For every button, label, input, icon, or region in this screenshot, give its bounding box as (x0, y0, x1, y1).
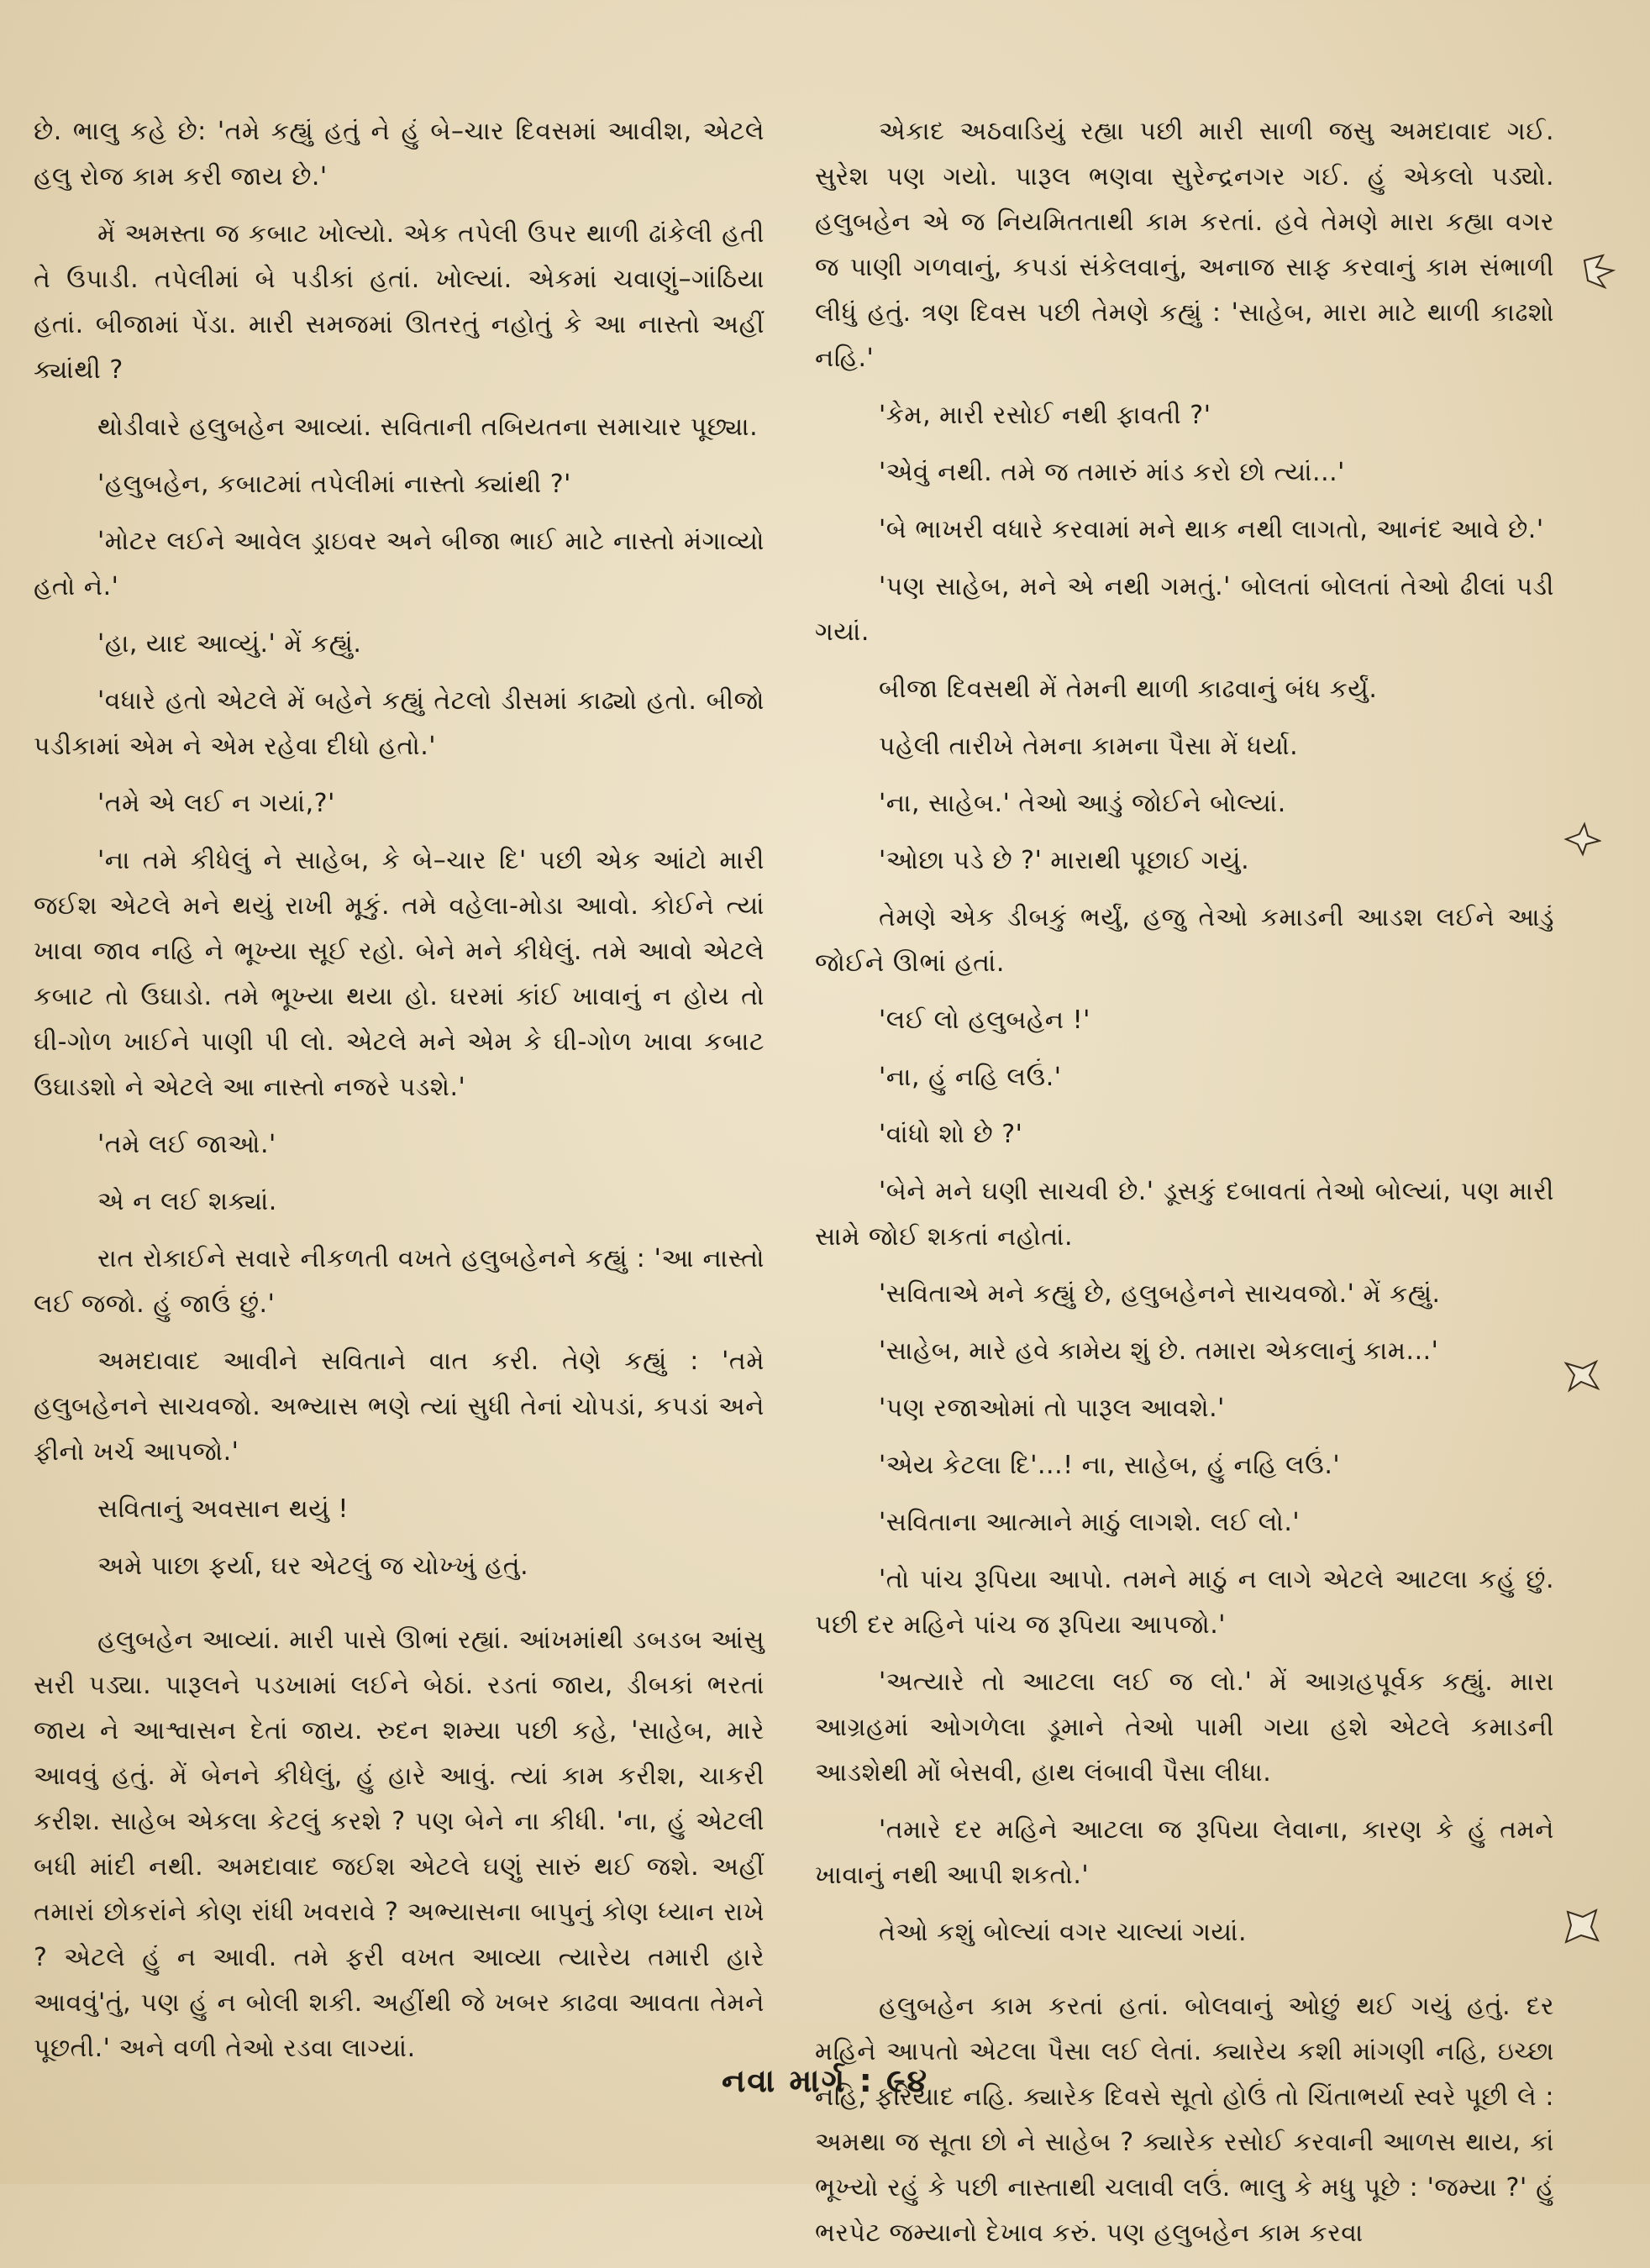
left-column (34, 109, 765, 2083)
paragraph: 'તમે એ લઈ ન ગયાં,?' (97, 789, 335, 818)
paragraph: હલુબહેન આવ્યાં. મારી પાસે ઊભાં રહ્યાં. આંખમાંથી ડબડબ આંસુ સરી પડ્યા. પારૂલને પડખામાં લઈને બેઠાં. રડતાં જાય, ડીબકાં ભરતાં જાય ને આશ્વાસન દેતાં જાય. રુદન શમ્યા પછી કહે, 'સાહેબ, મારે આવવું હતું. મેં બેનને કીધેલું, હું હારે આવું. ત્યાં કામ કરીશ, ચાકરી કરીશ. સાહેબ એકલા કેટલું કરશે ? પણ બેને ના કીધી. 'ના, હું એટલી બધી માંદી નથી. અમદાવાદ જઈશ એટલે ઘણું સારું થઈ જશે. અહીં તમારાં છોકરાંને કોણ રાંધી ખવરાવે ? અભ્યાસના બાપુનું કોણ ધ્યાન રાખે ? એટલે હું ન આવી. તમે ફરી વખત આવ્યા ત્યારેય તમારી હારે આવવું'તું, પણ હું ન બોલી શકી. અહીંથી જે ખબર કાઢવા આવતા તેમને પૂછતી.' અને વળી તેઓ રડવા લાગ્યાં. (34, 1625, 765, 2063)
paper-tear-mark (1579, 252, 1618, 291)
paragraph: 'કેમ, મારી રસોઈ નથી ફાવતી ?' (879, 401, 1211, 430)
paper-tear-mark (1563, 1357, 1601, 1395)
paragraph: 'ના તમે કીધેલું ને સાહેબ, કે બે–ચાર દિ' પછી એક આંટો મારી જઈશ એટલે મને થયું રાખી મૂકું. તમે વહેલા-મોડા આવો. કોઈને ત્યાં ખાવા જાવ નહિ ને ભૂખ્યા સૂઈ રહો. બેને મને કીધેલું. તમે આવો એટલે કબાટ તો ઉઘાડો. તમે ભૂખ્યા થયા હો. ઘરમાં કાંઈ ખાવાનું ન હોય તો ઘી-ગોળ ખાઈને પાણી પી લો. એટલે મને એમ કે ઘી-ગોળ ખાવા કબાટ ઉઘાડશો ને એટલે આ નાસ્તો નજરે પડશે.' (34, 846, 765, 1102)
paragraph: 'સાહેબ, મારે હવે કામેય શું છે. તમારા એકલાનું કામ...' (879, 1336, 1439, 1366)
paragraph: 'તો પાંચ રૂપિયા આપો. તમને માઠું ન લાગે એટલે આટલા કહું છું. પછી દર મહિને પાંચ જ રૂપિયા આપજો.' (815, 1565, 1554, 1640)
paragraph: અમદાવાદ આવીને સવિતાને વાત કરી. તેણે કહ્યું : 'તમે હલુબહેનને સાચવજો. અભ્યાસ ભણે ત્યાં સુધી તેનાં ચોપડાં, કપડાં અને ફીનો ખર્ચ આપજો.' (34, 1347, 765, 1467)
paragraph: પહેલી તારીખે તેમના કામના પૈસા મેં ધર્યા. (879, 732, 1299, 761)
page-footer: નવા માર્ગ : ૯૪ (721, 2062, 929, 2099)
paragraph: સવિતાનું અવસાન થયું ! (97, 1494, 349, 1524)
paragraph: 'પણ સાહેબ, મને એ નથી ગમતું.' બોલતાં બોલતાં તેઓ ઢીલાં પડી ગયાં. (815, 572, 1554, 647)
paragraph: અમે પાછા ફર્યા, ઘર એટલું જ ચોખ્ખું હતું. (97, 1551, 529, 1581)
paragraph: 'એવું નથી. તમે જ તમારું માંડ કરો છો ત્યાં...' (879, 458, 1345, 487)
paragraph: એ ન લઈ શક્યાં. (97, 1187, 277, 1216)
paragraph: 'અત્યારે તો આટલા લઈ જ લો.' મેં આગ્રહપૂર્વક કહ્યું. મારા આગ્રહમાં ઓગળેલા ડૂમાને તેઓ પામી ગયા હશે એટલે કમાડની આડશેથી મોં બેસવી, હાથ લંબાવી પૈસા લીધા. (815, 1667, 1554, 1788)
paragraph: મેં અમસ્તા જ કબાટ ખોલ્યો. એક તપેલી ઉપર થાળી ઢાંકેલી હતી તે ઉપાડી. તપેલીમાં બે પડીકાં હતાં. ખોલ્યાં. એકમાં ચવાણું–ગાંઠિયા હતાં. બીજામાં પેંડા. મારી સમજમાં ઊતરતું નહોતું કે આ નાસ્તો અહીં ક્યાંથી ? (34, 219, 765, 385)
paragraph: 'હા, યાદ આવ્યું.' મેં કહ્યું. (97, 629, 362, 659)
paper-tear-mark (1563, 819, 1601, 858)
paragraph: 'પણ રજાઓમાં તો પારૂલ આવશે.' (879, 1394, 1225, 1423)
paragraph: 'એય કેટલા દિ'...! ના, સાહેબ, હું નહિ લઉં.' (879, 1451, 1341, 1480)
paragraph: 'સવિતાએ મને કહ્યું છે, હલુબહેનને સાચવજો.' મેં કહ્યું. (879, 1279, 1441, 1309)
paragraph: થોડીવારે હલુબહેન આવ્યાં. સવિતાની તબિયતના સમાચાર પૂછ્યા. (97, 412, 759, 442)
paragraph: એકાદ અઠવાડિયું રહ્યા પછી મારી સાળી જસુ અમદાવાદ ગઈ. સુરેશ પણ ગયો. પારૂલ ભણવા સુરેન્દ્રનગર ગઈ. હું એકલો પડ્યો. હલુબહેન એ જ નિયમિતતાથી કામ કરતાં. હવે તેમણે મારા કહ્યા વગર જ પાણી ગળવાનું, કપડાં સંકેલવાનું, અનાજ સાફ કરવાનું કામ સંભાળી લીધું હતું. ત્રણ દિવસ પછી તેમણે કહ્યું : 'સાહેબ, મારા માટે થાળી કાઢશો નહિ.' (815, 117, 1554, 373)
paragraph: હલુબહેન કામ કરતાં હતાં. બોલવાનું ઓછું થઈ ગયું હતું. દર મહિને આપતો એટલા પૈસા લઈ લેતાં. ક્યારેય કશી માંગણી નહિ, ઇચ્છા નહિ, ફરિયાદ નહિ. ક્યારેક દિવસે સૂતો હોઉં તો ચિંતાભર્યા સ્વરે પૂછી લે : અમથા જ સૂતા છો ને સાહેબ ? ક્યારેક રસોઈ કરવાની આળસ થાય, કાં ભૂખ્યો રહું કે પછી નાસ્તાથી ચલાવી લઉં. ભાલુ કે મધુ પૂછે : 'જમ્યા ?' હું ભરપેટ જમ્યાનો દેખાવ કરું. પણ હલુબહેન કામ કરવા (815, 1992, 1554, 2248)
paragraph: બીજા દિવસથી મેં તેમની થાળી કાઢવાનું બંધ કર્યું. (879, 675, 1378, 704)
paragraph: 'વધારે હતો એટલે મેં બહેને કહ્યું તેટલો ડીસમાં કાઢ્યો હતો. બીજો પડીકામાં એમ ને એમ રહેવા દીધો હતો.' (34, 686, 765, 761)
paragraph: રાત રોકાઈને સવારે નીકળતી વખતે હલુબહેનને કહ્યું : 'આ નાસ્તો લઈ જજો. હું જાઉં છું.' (34, 1244, 765, 1319)
paragraph: 'લઈ લો હલુબહેન !' (879, 1005, 1090, 1035)
paper-tear-mark (1561, 1907, 1600, 1945)
paragraph: 'હલુબહેન, કબાટમાં તપેલીમાં નાસ્તો ક્યાંથી ?' (97, 470, 571, 499)
paragraph: તેઓ કશું બોલ્યાં વગર ચાલ્યાં ગયાં. (879, 1918, 1247, 1947)
paragraph: 'તમે લઈ જાઓ.' (97, 1130, 276, 1159)
paragraph: 'ના, હું નહિ લઉં.' (879, 1063, 1062, 1092)
paragraph: 'તમારે દર મહિને આટલા જ રૂપિયા લેવાના, કારણ કે હું તમને ખાવાનું નથી આપી શકતો.' (815, 1815, 1554, 1890)
paragraph: 'ના, સાહેબ.' તેઓ આડું જોઈને બોલ્યાં. (879, 789, 1286, 818)
paragraph: 'મોટર લઈને આવેલ ડ્રાઇવર અને બીજા ભાઈ માટે નાસ્તો મંગાવ્યો હતો ને.' (34, 527, 765, 601)
paragraph: 'બે ભાખરી વધારે કરવામાં મને થાક નથી લાગતો, આનંદ આવે છે.' (879, 515, 1544, 544)
paragraph: 'ઓછા પડે છે ?' મારાથી પૂછાઈ ગયું. (879, 846, 1250, 875)
paragraph: તેમણે એક ડીબકું ભર્યું, હજુ તેઓ કમાડની આડશ લઈને આડું જોઈને ઊભાં હતાં. (815, 903, 1554, 978)
right-column (815, 109, 1554, 2268)
paragraph: છે. ભાલુ કહે છે: 'તમે કહ્યું હતું ને હું બે–ચાર દિવસમાં આવીશ, એટલે હલુ રોજ કામ કરી જાય છે.' (34, 117, 765, 192)
paragraph: 'વાંધો શો છે ?' (879, 1120, 1023, 1149)
paragraph: 'બેને મને ઘણી સાચવી છે.' ડૂસકું દબાવતાં તેઓ બોલ્યાં, પણ મારી સામે જોઈ શકતાં નહોતાં. (815, 1177, 1554, 1252)
paragraph: 'સવિતાના આત્માને માઠું લાગશે. લઈ લો.' (879, 1508, 1301, 1537)
